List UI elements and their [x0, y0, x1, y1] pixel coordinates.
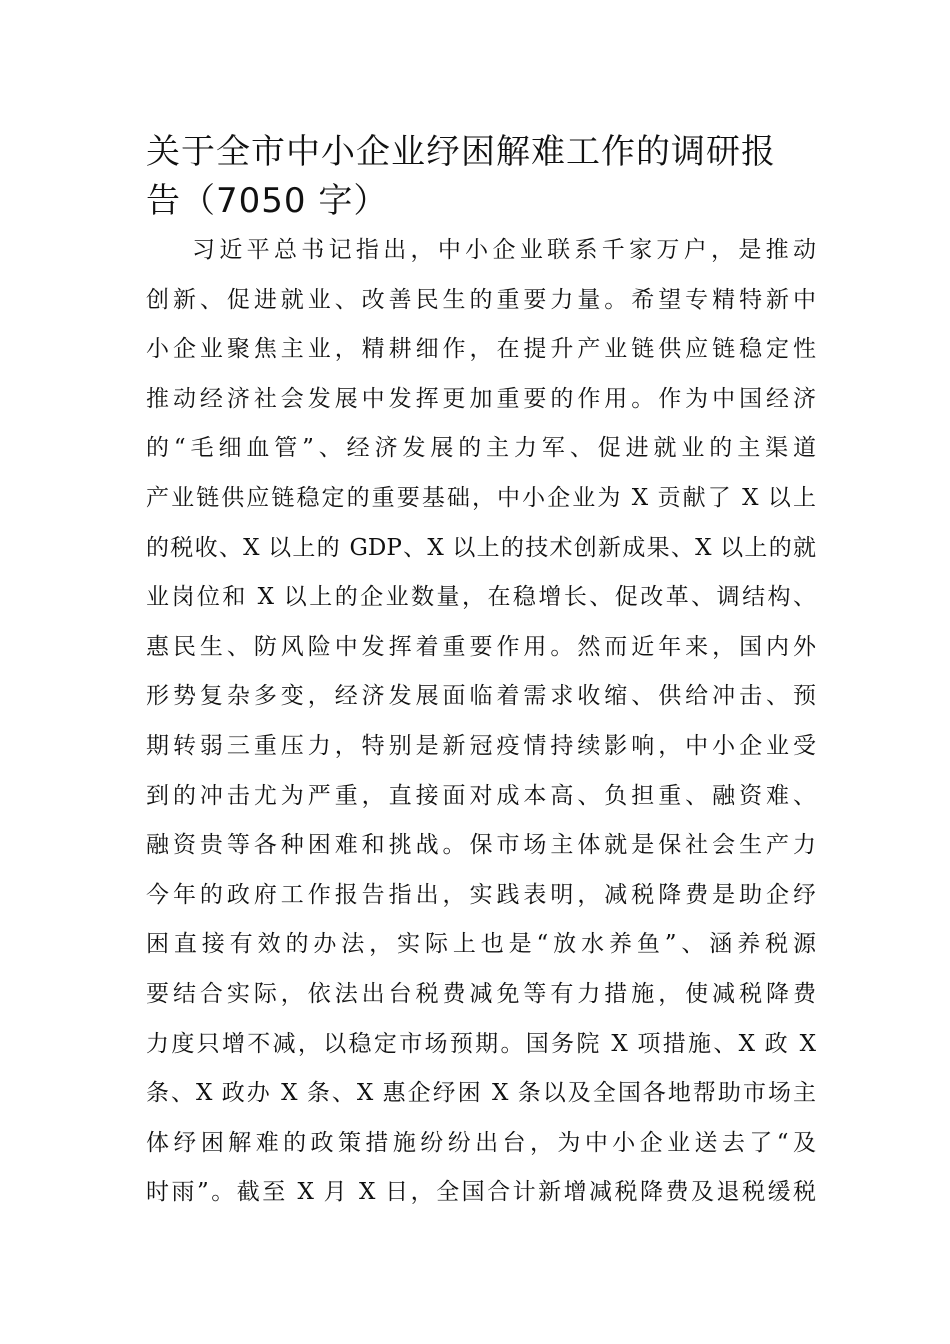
body-line: 条、X 政办 X 条、X 惠企纾困 X 条以及全国各地帮助市场主: [146, 1080, 816, 1107]
body-line: 推动经济社会发展中发挥更加重要的作用。作为中国经济: [146, 385, 816, 412]
body-line: 到的冲击尤为严重，直接面对成本高、负担重、融资难、: [146, 782, 816, 809]
body-line: 业岗位和 X 以上的企业数量，在稳增长、促改革、调结构、: [146, 584, 816, 611]
body-line: 体纾困解难的政策措施纷纷出台，为中小企业送去了“及: [146, 1129, 816, 1156]
body-line: 习近平总书记指出，中小企业联系千家万户，是推动: [192, 237, 816, 263]
body-line: 形势复杂多变，经济发展面临着需求收缩、供给冲击、预: [146, 683, 816, 710]
body-line: 力度只增不减，以稳定市场预期。国务院 X 项措施、X 政 X: [146, 1030, 816, 1057]
body-line: 产业链供应链稳定的重要基础，中小企业为 X 贡献了 X 以上: [146, 484, 816, 511]
document-title: [146, 128, 816, 226]
body-line: 创新、促进就业、改善民生的重要力量。希望专精特新中: [146, 286, 816, 313]
body-line: 惠民生、防风险中发挥着重要作用。然而近年来，国内外: [146, 633, 816, 660]
body-line: 今年的政府工作报告指出，实践表明，减税降费是助企纾: [146, 881, 816, 908]
body-line: 融资贵等各种困难和挑战。保市场主体就是保社会生产力: [146, 832, 816, 859]
title-line: 告（7050 字）: [146, 181, 389, 221]
body-line: 要结合实际，依法出台税费减免等有力措施，使减税降费: [146, 980, 816, 1007]
body-line: 的“毛细血管”、经济发展的主力军、促进就业的主渠道: [146, 435, 816, 462]
body-line: 的税收、X 以上的 GDP、X 以上的技术创新成果、X 以上的就: [146, 534, 816, 561]
body-line: 时雨”。截至 X 月 X 日，全国合计新增减税降费及退税缓税: [146, 1179, 816, 1206]
document-body: [146, 226, 816, 1218]
body-line: 困直接有效的办法，实际上也是“放水养鱼”、涵养税源: [146, 931, 816, 958]
body-line: 期转弱三重压力，特别是新冠疫情持续影响，中小企业受: [146, 732, 816, 759]
title-line: 关于全市中小企业纾困解难工作的调研报: [146, 132, 776, 172]
body-line: 小企业聚焦主业，精耕细作，在提升产业链供应链稳定性: [146, 336, 816, 363]
